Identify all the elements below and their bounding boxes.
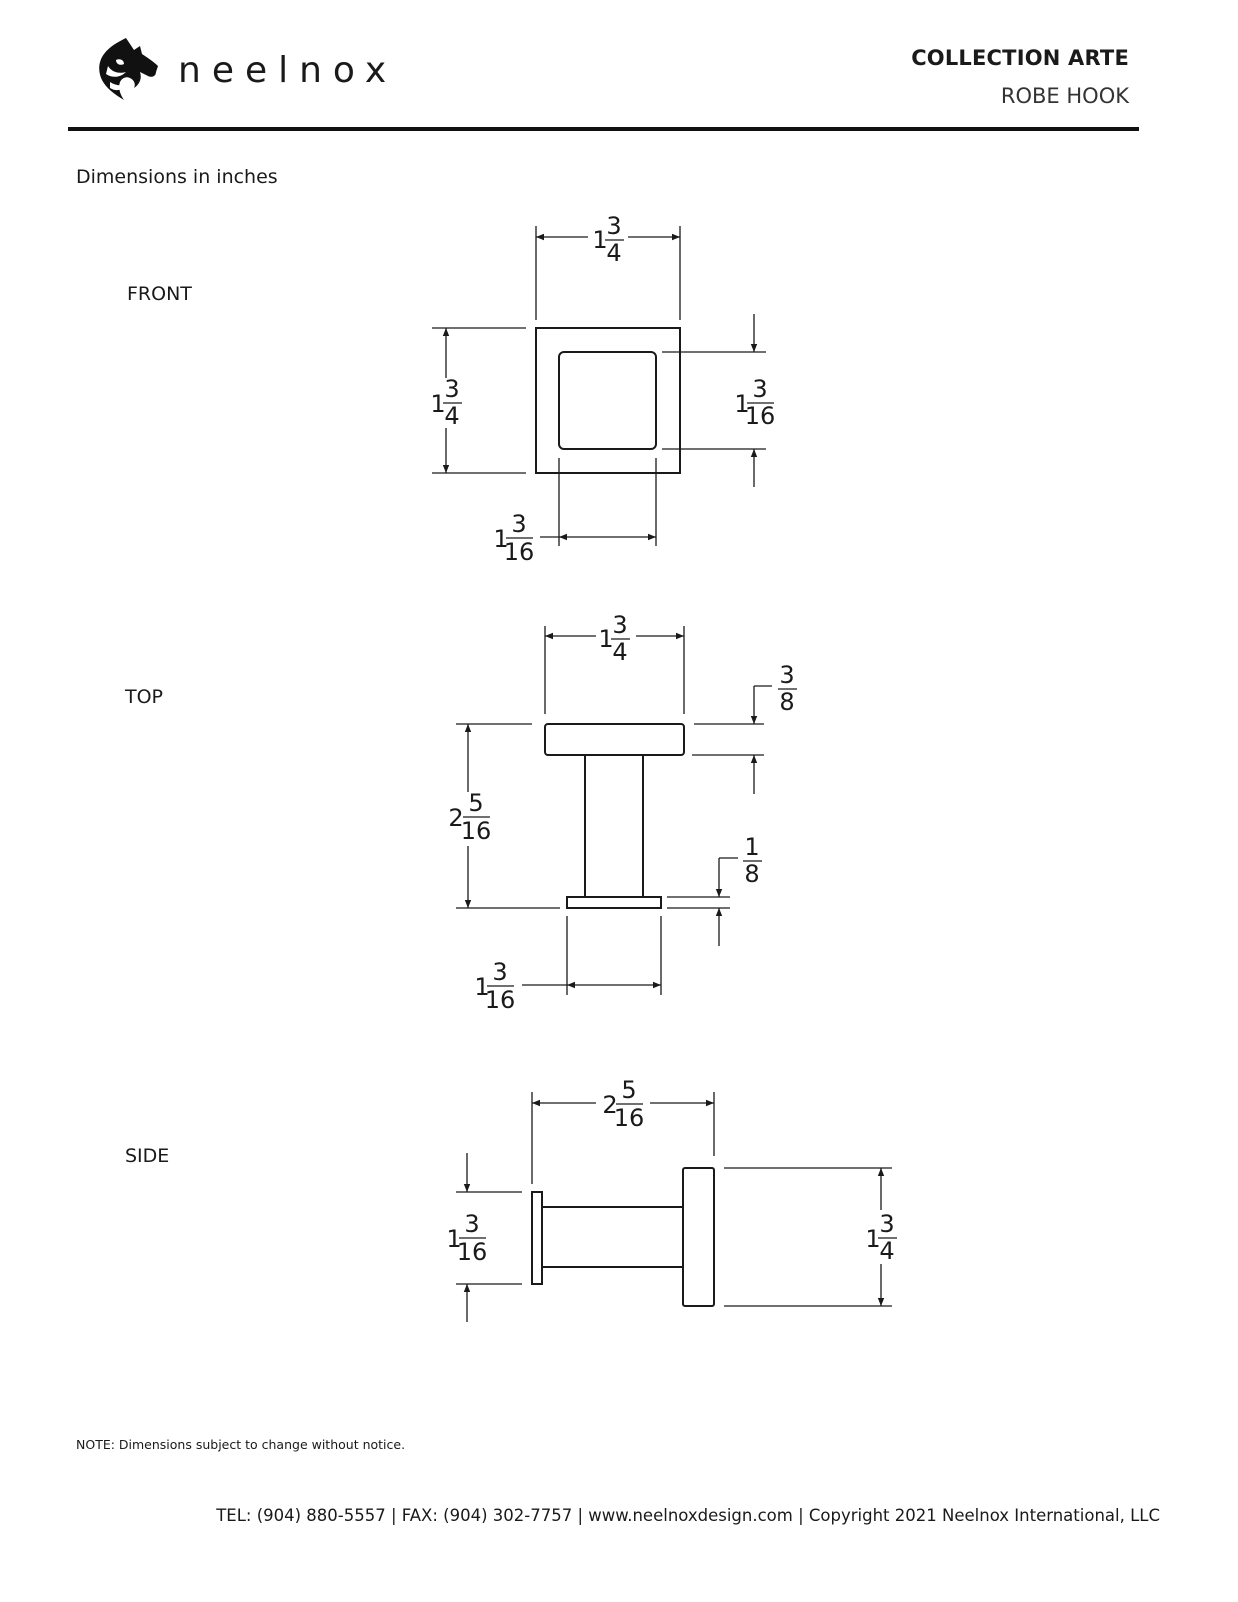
dim-numerator: 3 [612,611,628,639]
front-dim-height [430,375,462,430]
top-base-plate [567,897,661,908]
collection-title: COLLECTION ARTE [911,46,1129,70]
dim-numerator: 3 [444,375,460,403]
dim-numerator: 3 [511,510,527,538]
side-dim-depth [602,1076,644,1132]
dim-numerator: 3 [879,1210,895,1238]
dim-denominator: 8 [779,688,795,716]
dim-denominator: 4 [444,402,460,430]
dim-whole: 1 [865,1225,881,1253]
side-cap [683,1168,714,1306]
dim-whole: 1 [474,973,490,1001]
dim-denominator: 16 [613,1104,645,1132]
dim-numerator: 3 [492,958,508,986]
top-dim-depth [448,789,491,845]
top-dim-base-width [474,958,515,1014]
dim-whole: 1 [598,625,614,653]
top-view [456,626,772,995]
side-dim-cap-height [865,1210,897,1265]
dim-whole: 2 [448,804,464,832]
dim-numerator: 3 [752,375,768,403]
front-view-label: FRONT [127,283,192,305]
units-note: Dimensions in inches [76,166,278,188]
dim-whole: 2 [602,1091,618,1119]
dim-whole: 1 [592,226,608,254]
dim-numerator: 3 [606,212,622,240]
dim-whole: 1 [493,525,509,553]
top-cap [545,724,684,755]
footer-contact: TEL: (904) 880-5557 | FAX: (904) 302-7757 | www.neelnoxdesign.com | Copyright 2021 Neelnox International, LLC [216,1506,1160,1525]
side-base-plate [532,1192,542,1284]
top-dim-cap-thickness [778,661,797,716]
dim-whole: 1 [734,390,750,418]
side-dim-base-height [446,1210,487,1266]
dim-denominator: 16 [484,986,516,1014]
front-view [432,226,766,546]
top-view-label: TOP [125,686,164,708]
dim-numerator: 5 [621,1076,637,1104]
dim-denominator: 4 [606,239,622,267]
dim-denominator: 8 [744,860,760,888]
dim-whole: 1 [446,1225,462,1253]
front-dim-inner-width [493,510,534,566]
dim-denominator: 16 [503,538,535,566]
top-dim-base-thickness [743,833,762,888]
dim-numerator: 5 [468,789,484,817]
dim-denominator: 16 [460,817,492,845]
product-name: ROBE HOOK [1000,84,1129,108]
front-dim-inner-height [734,375,775,430]
dim-numerator: 3 [464,1210,480,1238]
dim-numerator: 1 [744,833,760,861]
dim-denominator: 16 [744,402,776,430]
dim-denominator: 4 [879,1237,895,1265]
front-inner-square [559,352,656,449]
top-dim-width [598,611,630,666]
dim-whole: 1 [430,390,446,418]
dim-numerator: 3 [779,661,795,689]
front-dim-width [592,212,624,267]
front-outer-plate [536,328,680,473]
disclaimer-note: NOTE: Dimensions subject to change without notice. [76,1437,406,1452]
dim-denominator: 4 [612,638,628,666]
dim-denominator: 16 [456,1238,488,1266]
brand-wordmark: neelnox [178,50,398,91]
side-view [456,1092,895,1322]
side-view-label: SIDE [125,1145,170,1167]
